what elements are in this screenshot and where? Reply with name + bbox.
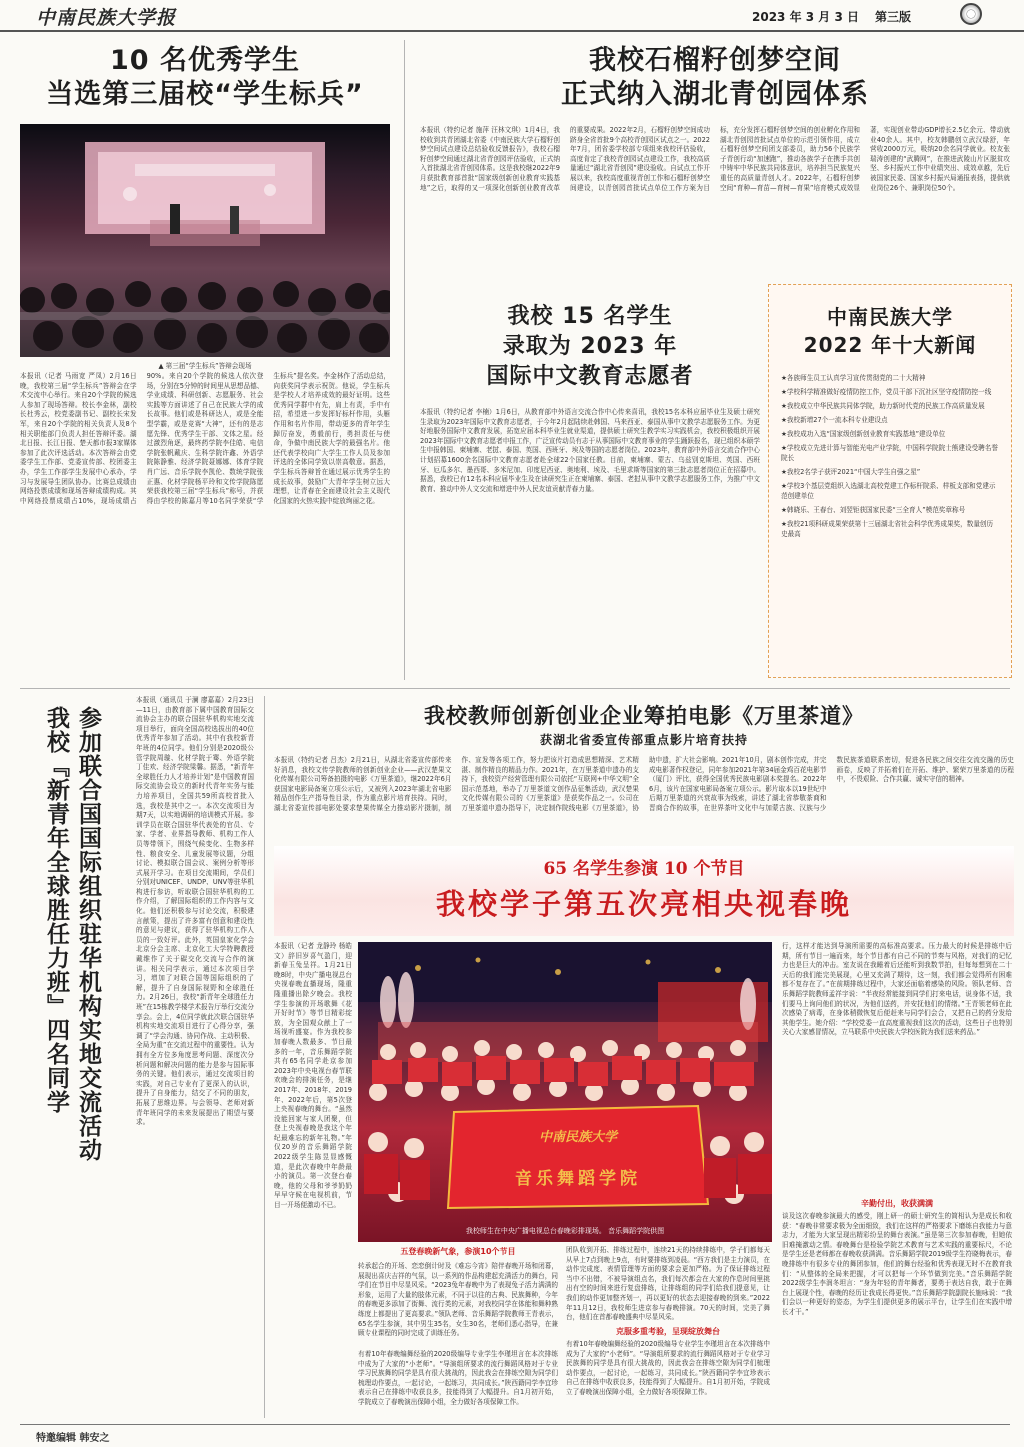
top-news-item: ★韩晓乐、王春台、刘翌钜获国家民委“三全育人”模范奖章称号 bbox=[781, 506, 966, 514]
pomegranate-title: 我校石榴籽创梦空间 正式纳入湖北青创园体系 bbox=[561, 45, 869, 110]
bingbing-photo-caption: ▲ 第三届“学生标兵”答辩会现场 bbox=[158, 362, 252, 370]
movie-title: 我校教师创新创业企业筹拍电影《万里茶道》 bbox=[424, 704, 864, 728]
gala-kicker: 65 名学生参演 10 个节目 bbox=[543, 859, 745, 879]
gala-photo bbox=[358, 942, 772, 1242]
gala-section2-heading: 克服多重考验，呈现绽放舞台 bbox=[616, 1327, 720, 1336]
gala-body-col-a: 本报讯（记者 龙静玲 杨皓文）辞旧岁喜气盈门，迎新春玉兔呈祥。1月21日晚8时，中央广播电视总台央视春晚直播现场，隆重隆重播出除夕晚会。我校学生参演的开场歌舞《花开好时节》等节目精彩绽放，为全国观众献上了一场视听盛宴。作为我校参加春晚人数最多、节目最多的一年，音乐舞蹈学院共有65名同学赴京参加2023年中央电视台春节联欢晚会的排演任务，是继2017年、2018年、2019年、2022年后，第5次登上央视春晚的舞台。“虽然没能回家与家人团聚，但登上央视春晚是我这个年纪最难忘的新年礼物。”年仅20岁的音乐舞蹈学院2022级学生陈昱显感慨道，是此次春晚中年龄最小的演员。第一次登台春晚，他的父母和爷爷奶奶早早守候在电视机前，节目一开场便激动不已。 bbox=[274, 942, 352, 1210]
volunteers-body: 本报讯（特约记者 李楠）1月6日，从教育部中外语言交流合作中心传来喜讯，我校15名本科应届毕业生及硕士研究生录取为2023年国际中文教育志愿者，于今年2月起陆续赴韩国、马来西亚、泰国从事中文教学志愿服务工作。为更好地服务国际中文教育发展，拓宽应届本科毕业生就业渠道，提供硕士研究生教学实习实践机会，我校积极组织开展2023年国际中文教育志愿者申报工作，广泛宣传动员有志于从事国际中文教育事业的学生踊跃报名，现已组织本硕学生申报韩国、柬埔寨、老挝、泰国、英国、西班牙、埃及等国的志愿者岗位。2023年，教育部中外语言交流合作中心计划招募1600余名国际中文教育志愿者赴全球22个国家任教。目前，柬埔寨、蒙古、乌兹别克斯坦、英国、西班牙、厄瓜多尔、墨西哥、多米尼加、印度尼西亚、奥地利、埃及、毛里求斯等国家的第三批志愿者岗位正在招募中。据悉，我校已有12名本科应届毕业生及在读研究生正在柬埔寨、泰国、老挝从事中文教学志愿服务工作，为推广中文教育、推动中外人文交流和增进中外人民友谊贡献青春力量。 bbox=[420, 408, 760, 493]
gala-body-col-d: 团队收到开拓、排练过程中，连续21天的持续排练中，学子们都每天从早上7点到晚上9点，有时要排练到凌晨。“西方我们是主力演员，在动作完成度、表情管理等方面的要求会更加严格。为了保证排练过程当中不出错，不被导演组点名，我们每次都会在大家的作息时间里挑出有空的时间来进行复盘排练，让排练组的同学们给我们提意见，让我们的动作更加整齐划一，再以更好的状态去迎接春晚的到来。”2022年11月12日，我校师生进京参与春晚排演。70天的时间，完美了舞台，他们在首都春晚盛典中尽显风采。 bbox=[566, 1246, 770, 1322]
masthead-divider bbox=[0, 30, 1024, 32]
top-news-item: ★学校成立先进计算与智能光电产业学院，中国科学院院士熊建设受聘名誉院长 bbox=[781, 444, 998, 462]
unicef-title-line1: 参加联合国国际组织驻华机构实地交流活动 bbox=[75, 706, 101, 1162]
page-number: 第三版 bbox=[875, 10, 912, 24]
footer-editor: 特邀编辑 韩安之 bbox=[36, 1433, 110, 1444]
unicef-title bbox=[40, 706, 104, 1176]
school-seal-icon bbox=[960, 3, 982, 25]
gala-body-col-f: 谈及这次春晚参演最大的感受，刚上研一的硕士研究生的简相认为是成长和收获：“春晚非常要求极为全面细致，我们在这样的严格要求下磨练自我能力与意志力，才能为大家呈现出精彩纷呈的舞台表演。”虽是第三次参加春晚，但她依旧难掩激动之情。春晚舞台是检验学院艺术教育与艺术实践的重要标尺，不论是学生还是老师都在春晚收获满满。音乐舞蹈学院2019级学生符晓梅表示，春晚排练中有很多专业的舞团参加，他们的舞台经验和优秀表现无时不在教育我们：“从整体的全局来把握，才可以把每一个环节做到完美。”音乐舞蹈学院2022级学生李润冬坦言：“身为年轻的青年舞者，要勇于表达自我，敢于在舞台上展现个性，春晚的经历让我成长得更快。”音乐舞蹈学院副院长施咏说：“我们会以一种更好的姿态，为学生们提供更多的展示平台，让学生们在实践中增长才干。” bbox=[782, 1212, 1012, 1316]
footer-divider bbox=[20, 1424, 1010, 1425]
paper-name: 中南民族大学报 bbox=[36, 7, 177, 29]
top-news-item: ★学校科学精准做好疫情防控工作，党员干部下沉社区坚守疫情防控一线 bbox=[781, 388, 992, 396]
gala-banner bbox=[274, 846, 1014, 936]
gala-body-col-e: 行，这样才能达到导演所需要的高标准高要求。压力最大的时候是排练中后期，所有节目一遍而来，每个节目都有自己不同的节奏与风格，对我们的记忆力也是巨大的冲击。室友说在我睡着后还能听到我数节拍，但每每想到在二十天后的我们能完美展现，心里又充满了期待，这一刻，我们都会觉得所有困难都不复存在了。”在前期排练过程中，大家还面临着感染的风险。领队老师、音乐舞蹈学院教师孟祥宇说：“半夜经常能接到同学们打来电话，说身体不适，我们要马上询问他们的状况，为他们送药，并安抚他们的情绪。”王青领老师在此次感染了病毒，在身体稍微恢复后便赶来与同学们会合，又把自己的药分发给其他学生。她介绍：“学校党委一直高度重视我们这次的活动，这些日子也特别关心大家感冒情况，立马联系中央民族大学校医院为我们送来药品。” bbox=[782, 942, 1012, 1037]
top-news-item: ★我校成功入选“国家级创新创业教育实践基地”建设单位 bbox=[781, 430, 946, 438]
top-news-item: ★我校21项科研成果荣获第十三届湖北省社会科学优秀成果奖，数量创历史最高 bbox=[781, 520, 994, 538]
gala-photo-caption: 我校师生在中央广播电视总台春晚彩排现场。 音乐舞蹈学院供图 bbox=[465, 1227, 665, 1235]
top-news-item: ★我校新增27个一流本科专业建设点 bbox=[781, 416, 888, 424]
gala-body-col-b: 转承起合的开场、恋恋倒计时及《难忘今宵》陪伴春晚开场和闭幕，展现出喜庆吉祥的气氛，以一系列的作品构建起充满活力的舞台，同学们在节目中尽显风采。“2023兔年春晚中为了表现兔子活力满满的形象，运用了大量的肢体元素，不同于以往的古典、民族舞种，今年的春晚更多添加了街舞、流行类的元素，对我校同学在体能和舞种熟练度上都提出了更高要求。”领队老师、音乐舞蹈学院教师王青表示，65名学生参演，其中男生35名，女生30名，老师们悉心指导，在兼顾专业课程的同时完成了训练任务。 bbox=[358, 1262, 558, 1338]
issue-date: 2023 年 3 月 3 日 bbox=[752, 10, 859, 24]
masthead bbox=[0, 0, 1024, 30]
top-news-list bbox=[781, 373, 999, 539]
gala-photo-flag-text: 音乐舞蹈学院 bbox=[515, 1169, 641, 1189]
top-news-title: 中南民族大学 2022 年十大新闻 bbox=[803, 305, 977, 357]
gala-body-col-c: 有着10年春晚编舞经验的2020级编导专业学生李瑾坦言在本次排练中成为了大家的“小老师”。“导演组所要求的流行舞蹈风格对于专业学习民族舞的同学是具有很大挑战的，因此我会在排练空隙为同学们梳理动作要点，一起讨论，一起练习，共同成长。”陕西籍同学李宜珍表示自己在排练中收获良多，技能得到了大幅提升。自1月初开始，学院成立了春晚演出保障小组，全力做好各项保障工作。 bbox=[358, 1350, 558, 1406]
bingbing-title: 10 名优秀学生 当选第三届校“学生标兵” bbox=[46, 45, 364, 110]
volunteers-title: 我校 15 名学生 录取为 2023 年 国际中文教育志愿者 bbox=[486, 304, 694, 389]
movie-subtitle: 获湖北省委宣传部重点影片培育扶持 bbox=[539, 733, 748, 747]
gala-section1-heading: 五登春晚新气象，参演10个节目 bbox=[400, 1247, 516, 1256]
gala-section3-heading: 辛勤付出，收获满满 bbox=[861, 1199, 933, 1208]
horizontal-divider-mid bbox=[20, 688, 1010, 689]
top-news-box bbox=[768, 284, 1012, 678]
gala-body-col-d-cont: 有着10年春晚编舞经验的2020级编导专业学生李瑾坦言在本次排练中成为了大家的“小老师”。“导演组所要求的流行舞蹈风格对于专业学习民族舞的同学是具有很大挑战的，因此我会在排练空隙为同学们梳理动作要点，一起讨论，一起练习，共同成长。”陕西籍同学李宜珍表示自己在排练中收获良多，技能得到了大幅提升。自1月初开始，学院成立了春晚演出保障小组，全力做好各项保障工作。 bbox=[566, 1340, 770, 1396]
unicef-title-line2: 我校『新青年全球胜任力班』四名同学 bbox=[43, 706, 69, 1114]
vertical-divider-bottom bbox=[264, 696, 265, 1418]
top-news-item: ★我校成立中华民族共同体学院，助力新时代党的民族工作高质量发展 bbox=[781, 402, 985, 410]
top-news-item: ★我校2名学子获评2021“中国大学生自强之星” bbox=[781, 468, 921, 476]
movie-body: 本报讯（特约记者 吕杰）2月21日，从湖北省委宣传部传来好消息，我校文传学院教师的创新创业企业——武汉楚果文化传媒有限公司筹备拍摄的电影《万里茶道》，继2022年6月获国家电影局备案立项公示后，又被列入2023年湖北省电影精品创作生产指导性目录，作为重点影片培育扶持。同时，湖北省委宣传部电影处要求楚果传媒全力推动影片摄制，制作、宣发等各项工作，努力把该片打造成思想精深、艺术精湛、制作精良的精品力作。2021年，在万里茶道申遗办的支持下，我校资产经营管理有限公司依托“互联网+中华文明”全国示范基地，举办了万里茶道文创作品征集活动，武汉楚果文化传媒有限公司的《万里茶道》是获奖作品之一。公司在万里茶道申遗办指导下，决定制作院线电影《万里茶道》，协助申遗，扩大社会影响。2021年10月，剧本创作完成，并完成电影著作权登记，同年参加2021年第34届金鸡百花电影节（厦门）评比，获得全国优秀民族电影剧本奖提名。2022年6月，该片在国家电影局备案立项公示。影片取本以19世纪中后期万里茶道的兴衰故事为线索，讲述了湖北省恭敬茶商和晋商合作的故事，在世界茶叶文化中与加蒙古族、汉族与少数民族茶道联系密切，促进各民族之间交往交流交融的历史画卷，反映了并拓着们在开拓、维护、繁荣万里茶道的历程中，不畏艰险、合作共赢、诚实守信的精神。 bbox=[274, 756, 1014, 812]
bingbing-body: 本报讯（记者 马雨宽 严凤）2月16日晚，我校第三届“学生标兵”答辩会在学术交流中心举行。来自20个学院的候选人参加了现场答辩。校长李金林，副校长杜秀云，校党委副书记、副校长宋发军，来自20个学院的相关负责人及8个相关职能部门负责人担任答辩评委。湖北日报、长江日报、楚天都市报3家媒体参加了此次评选活动。本次答辩会由党委学生工作部、党委宣传部、校团委主办，学生工作部学生发展中心承办，学习与发展导生团队协办。比赛总成绩由网络投票成绩和现场答辩成绩构成。其中网络投票成绩占10%，现场成绩占90%。来自20个学院的候选人依次登场，分别在5分钟的时间里从思想品德、学业成绩、科研创新、志愿服务、社会实践等方面讲述了自己在民族大学的成长故事。他们或是科研达人，或是全能型学霸，或是竞赛“大神”，还有的是志愿先锋、优秀学生干部、文体之星。经过激烈角逐，最终药学院李佳皓、电信学院张帆戴庆、生科学院许鑫、外语学院陈静雅、经济学院聂娜娜、体育学院肖广远、音乐学院李凯伦、数统学院张正惠、化材学院杨平玲和文传学院陈愿荣获我校第三届“学生标兵”称号，并获得由学校的陈嘉月等10名同学荣获“学生标兵”提名奖。李金林作了活动总结，向获奖同学表示祝贺。他说，学生标兵是学校人才培养成效的最好证明。这些优秀同学群中有先，肩上有责，手中有招，希望进一步发挥好标杆作用，头雁作用和名片作用，带动更多的青年学生踔厉奋发，勇毅前行，勇担责任与使命，争做中南民族大学的最强名片。他还代表学校向广大学生工作人员及参加评选的全体同学致以崇高敬意。据悉，学生标兵答辩旨在通过展示优秀学生的成长故事，鼓励广大青年学生树立远大理想，让青春在全面建设社会主义现代化国家的火热实践中绽放绚丽之花。 bbox=[20, 372, 390, 505]
bingbing-photo bbox=[20, 124, 390, 357]
gala-title: 我校学子第五次亮相央视春晚 bbox=[435, 887, 852, 921]
vertical-divider-top bbox=[404, 40, 405, 680]
top-news-item: ★各族师生员工认真学习宣传贯彻党的二十大精神 bbox=[781, 374, 926, 382]
pomegranate-body: 本报讯（特约记者 施萍 汪林文琪）1月4日，我校收到共青团湖北省委《中南民族大学石榴籽创梦空间试点建设总结验收反馈报告》，我校石榴籽创梦空间通过湖北省青创园评估验收，正式纳入首批湖北省青创园体系。这是我校继2022年9月获批教育部首批“国家级创新创业教育实践基地”之后，取得的又一项深化创新创业教育改革的重要成果。2022年2月，石榴籽创梦空间成功跻身全省首批9个高校青创园区试点之一。2022年7月，团省委学校部专项组来我校评估验收，高度肯定了我校青创园试点建设工作，我校高质量通过“湖北省青创园”建设验收。自试点工作开展以来，我校高度重视青创工作和石榴籽创梦空间建设，以青创园首批试点单位工作方案为目标，充分发挥石榴籽创梦空间的创业孵化作用和湖北青创园首批试点单位的示范引领作用，成立石榴籽创梦空间团支部委员，助力56个民族学子青创行动“加速跑”，推动各族学子在携手共创中铸牢中华民族共同体意识，培养担当民族复兴重任的高质量青创人才。2022年，石榴籽创梦空间“育种—育苗—育树—育果”培育模式成效显著，实现创业带动GDP增长2.5亿余元、带动就业40余人。其中，校友韩鹏创立武汉绿舒，年营收2000万元，吸纳20余名同学就业。校友张瑞涛创建的“武腾网”，在推进武陵山片区脱贫攻坚、乡村振兴工作中业绩突出、成效卓越，先后被国家民委、国家乡村振兴局通报表扬，提供就业岗位26个、兼职岗位50个。 bbox=[420, 126, 1010, 192]
top-news-item: ★学校3个基层党组织入选湖北高校党建工作标杆院系、样板支部和党建示范创建单位 bbox=[781, 482, 996, 500]
gala-photo-banner-text: 中南民族大学 bbox=[538, 1130, 617, 1145]
unicef-body: 本报讯（通讯员 于澜 廖嘉嘉）2月23日—11日，由教育部下属中国教育国际交流协会主办的联合国驻华机构实地交流项目举行，面向全国高校选拔出的40位优秀青年参加了活动。其中有我校新青年班的4位同学。他们分别是2020级公管学院周璇、化材学院于骞、外语学院丁佳欢、经济学院梁馨。据悉，“新青年全球胜任力人才培养计划”是中国教育国际交流协会设立的新时代青年实务与能力培养项目，全国共59所高校首批入选，我校是其中之一。本次交流项目为期7天，以实地调研的培训模式开展。参训学员在联合国驻华代表处的官员、专家、学者、业界指导教师、机构工作人员等带领下，围绕气候变化、生物多样性、粮食安全、儿童发展等议题，分组讨论、模拟联合国会议、案例分析等形式展开学习。在项目交流期间，学员们分别对UNICEF、UNDP、UNV等驻华机构进行参访，听取联合国驻华机构的工作介绍，了解国际组织的工作内容与文化。他们还积极参与讨论交流，积极建言献策，提出了许多富有创意和建设性的意见与建议，获得了驻华机构工作人员的一致好评。此外，英国皇家化学会北京分会主席、北京化工大学特聘教授戴维作了关于碳交化交流与合作的演讲。相关同学表示，通过本次项目学习，增加了对联合国等国际组织的了解，提升了自身国际视野和全球胜任力。2月26日，我校“新青年全球胜任力班”在15栋教学楼学术报告厅举行交流分享会。会上，4位同学就此次联合国驻华机构实地交流项目进行了心得分享，强调了“学会沟通、协同作战、主动积极、全局为重”在交流过程中的重要性。认为拥有全方位多角度思考问题、深度次分析问题和解决问题的能力是参与国际事务的关键。他们表示，通过交流项目的实践，对自己专业有了更深入的认识，提升了自身能力，结交了不同的朋友，拓展了思维边界。与会领导、老师对新青年班同学的未来发展提出了期望与要求。 bbox=[136, 696, 254, 1127]
